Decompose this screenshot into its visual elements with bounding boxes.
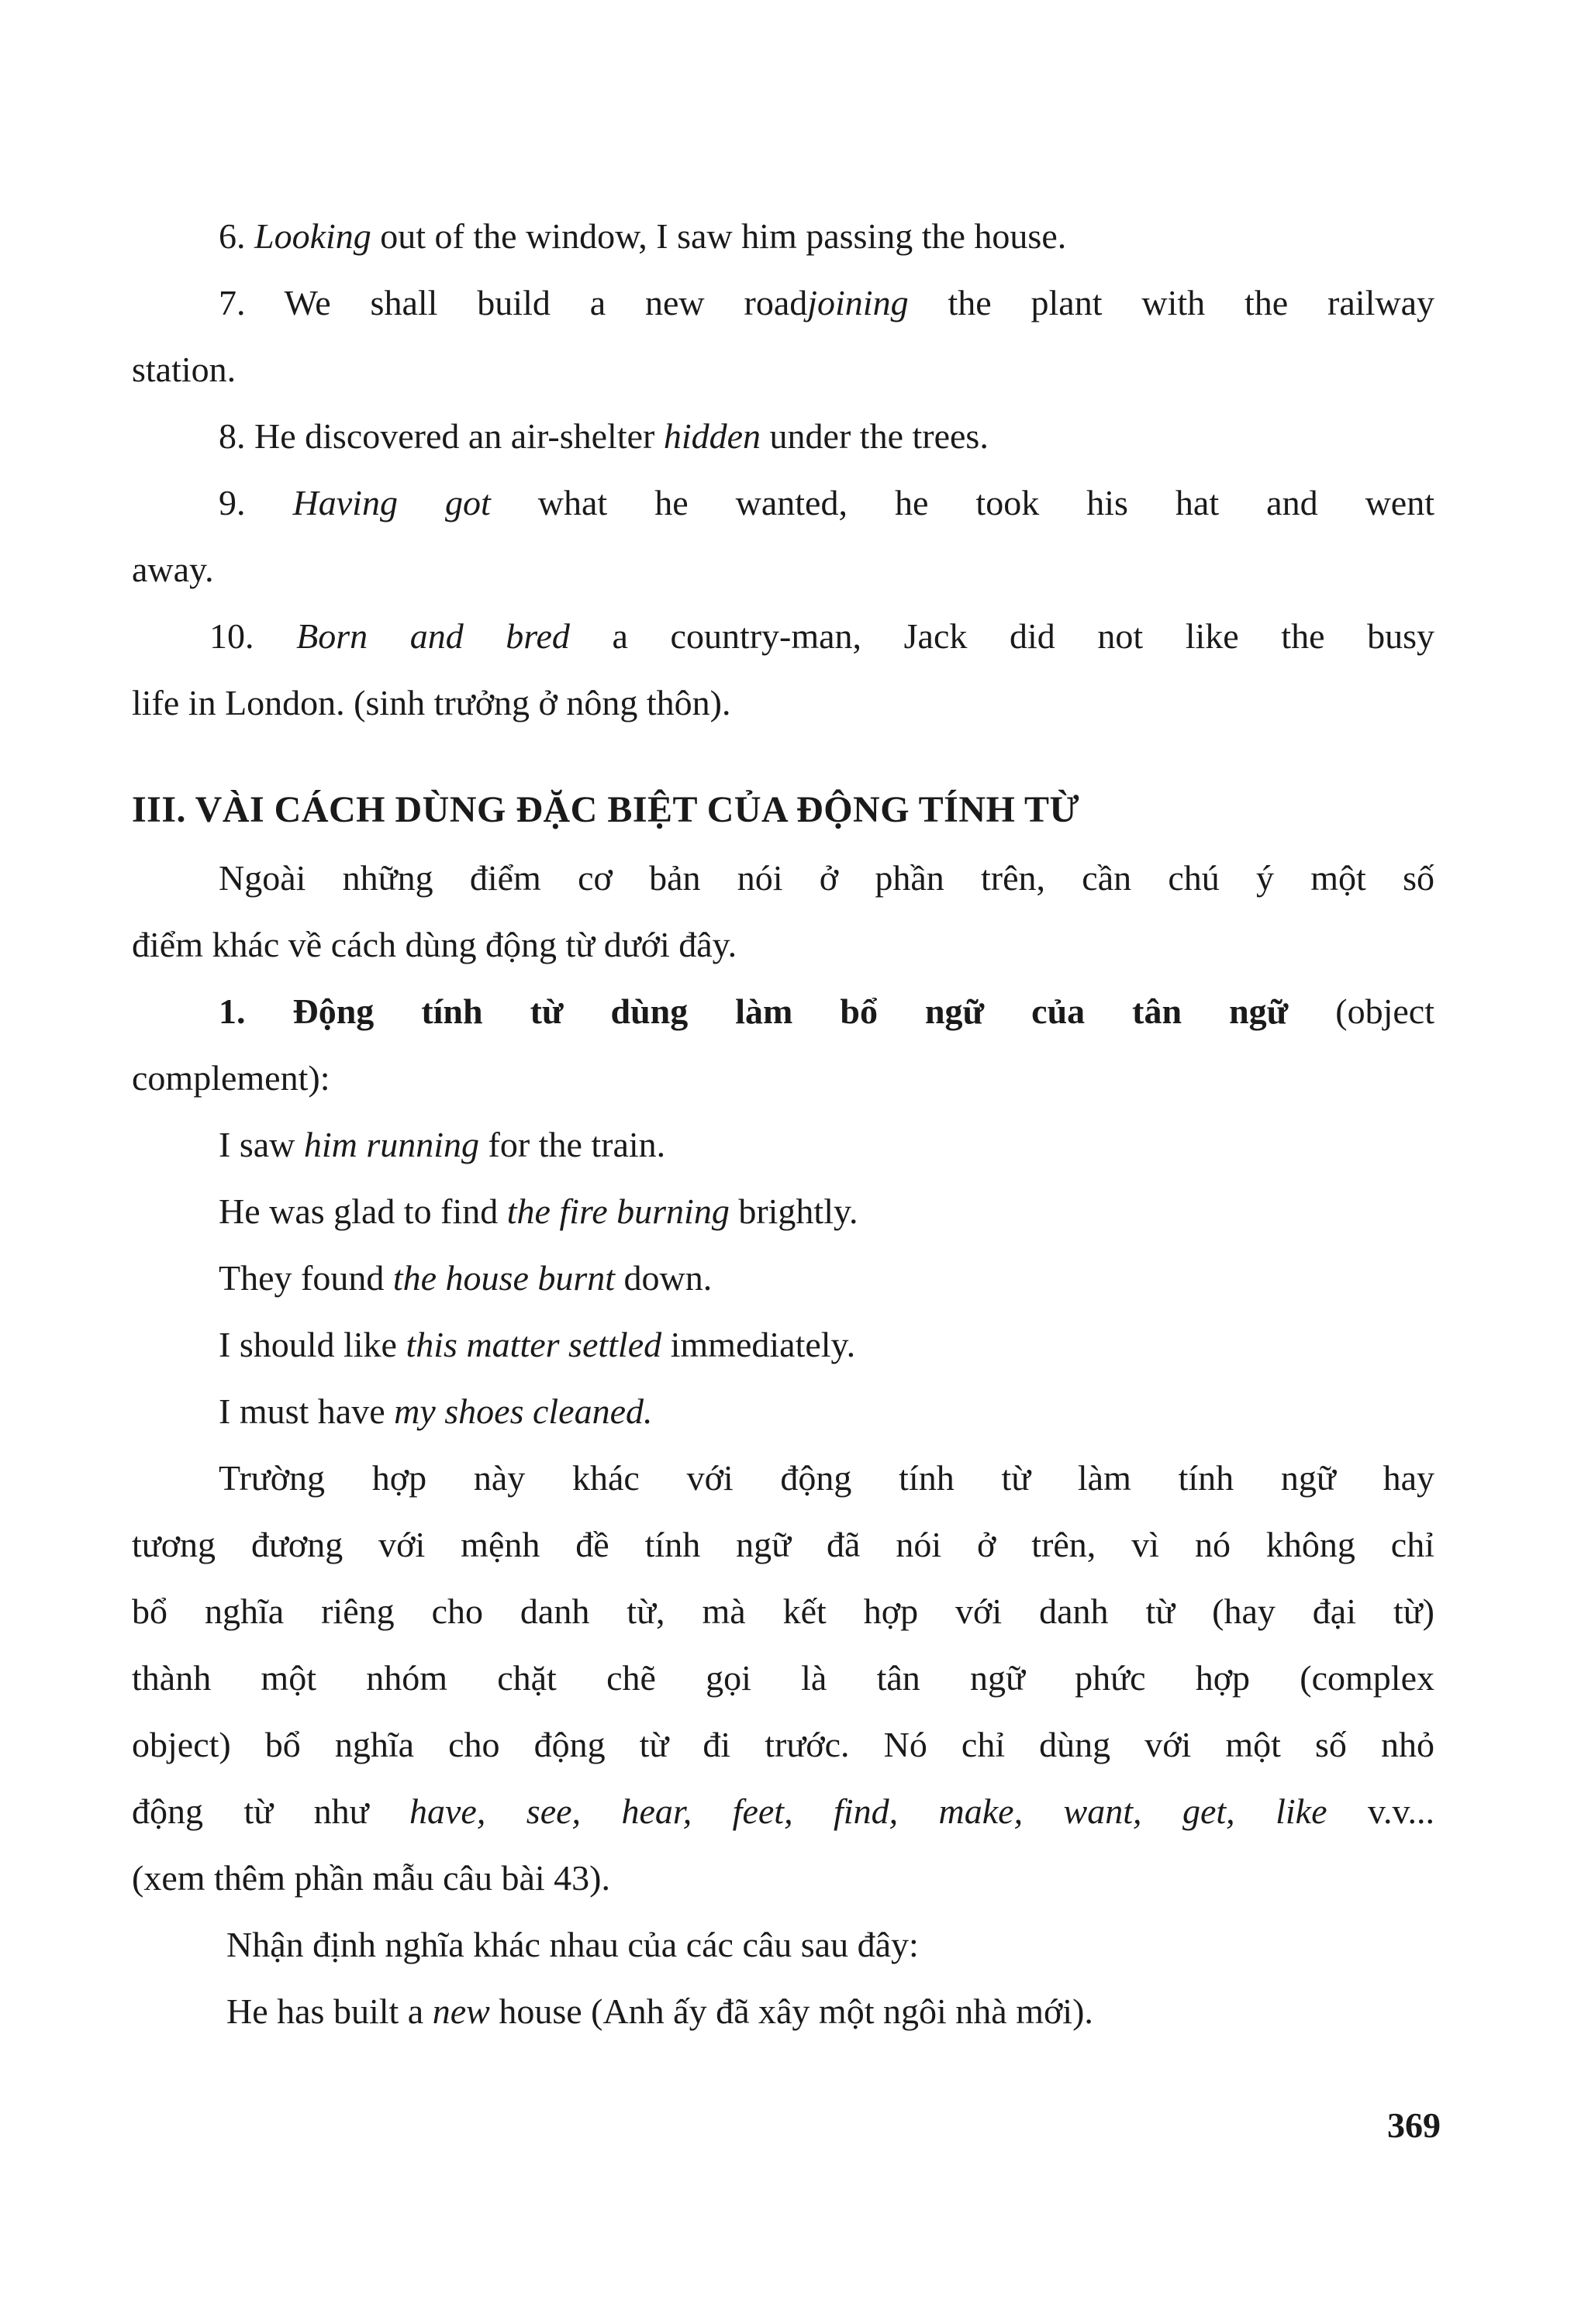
intro-paragraph — [132, 845, 1434, 978]
section-heading: III. VÀI CÁCH DÙNG ĐẶC BIỆT CỦA ĐỘNG TÍNH TỪ — [132, 789, 1080, 830]
explanation-line — [132, 1778, 1434, 1845]
italic-phrase: him running — [303, 1125, 480, 1164]
italic-word: new — [432, 1991, 490, 2031]
italic-phrase: Having got — [292, 483, 491, 522]
italic-verb-list: have, see, hear, feet, find, make, want, get, like — [409, 1791, 1327, 1831]
example-sentences — [132, 1112, 1434, 1445]
explanation-text: động từ như — [132, 1791, 410, 1831]
sentence-text: I saw — [219, 1125, 304, 1164]
item-continuation: away. — [132, 550, 214, 589]
italic-phrase: the house burnt — [392, 1258, 616, 1298]
example-sentence — [132, 1312, 1434, 1378]
intro-line: điểm khác về cách dùng động từ dưới đây. — [132, 925, 737, 964]
item-text: what he wanted, he took his hat and went — [490, 483, 1435, 522]
example-sentence — [132, 1112, 1434, 1178]
explanation-line: Trường hợp này khác với động tính từ làm tính ngữ hay — [219, 1458, 1434, 1498]
item-text: We shall build a new road — [245, 283, 808, 322]
item-text: the plant with the railway — [908, 283, 1434, 322]
explanation-line: tương đương với mệnh đề tính ngữ đã nói ở trên, vì nó không chỉ — [132, 1525, 1434, 1564]
italic-phrase: Looking — [254, 216, 371, 256]
sentence-text: immediately. — [661, 1325, 856, 1364]
sentence-text: He has built a — [226, 1991, 433, 2031]
example-item-10 — [132, 603, 1434, 736]
sentence-text: I must have — [219, 1391, 395, 1431]
explanation-text: v.v... — [1327, 1791, 1434, 1831]
explanation-line: (xem thêm phần mẫu câu bài 43). — [132, 1858, 610, 1898]
explanation-paragraph — [132, 1445, 1434, 1912]
item-text: out of the window, I saw him passing the house. — [371, 216, 1067, 256]
item-text: a country-man, Jack did not like the busy — [569, 616, 1435, 656]
sentence-text: He was glad to find — [219, 1191, 507, 1231]
explanation-line: bổ nghĩa riêng cho danh từ, mà kết hợp với danh từ (hay đại từ) — [132, 1591, 1434, 1631]
example-item-9 — [132, 470, 1434, 603]
item-number: 10. — [209, 616, 254, 656]
item-text: He discovered an air-shelter — [245, 416, 664, 456]
compare-intro: Nhận định nghĩa khác nhau của các câu sau đây: — [226, 1925, 919, 1964]
example-item-8 — [132, 403, 1434, 470]
sentence-text: They found — [219, 1258, 393, 1298]
sentence-text: I should like — [219, 1325, 406, 1364]
subsection-title: 1. Động tính từ dùng làm bổ ngữ của tân ngữ — [219, 991, 1289, 1031]
item-continuation: station. — [132, 350, 236, 389]
italic-phrase: my shoes cleaned. — [394, 1391, 653, 1431]
example-sentence — [132, 1245, 1434, 1312]
subsection-title-cont: complement): — [132, 1058, 330, 1098]
item-text: under the trees. — [761, 416, 989, 456]
sentence-text: brightly. — [729, 1191, 858, 1231]
item-number: 9. — [219, 483, 246, 522]
item-number: 6. — [219, 216, 246, 256]
italic-phrase: this matter settled — [406, 1325, 662, 1364]
subsection-title-rest: (object — [1288, 991, 1435, 1031]
item-number: 7. — [219, 283, 246, 322]
example-item-6 — [132, 203, 1434, 270]
italic-phrase: hidden — [663, 416, 761, 456]
compare-sentence — [132, 1978, 1434, 2045]
italic-phrase: Born and bred — [296, 616, 570, 656]
compare-paragraph — [132, 1912, 1434, 2045]
sentence-text: house (Anh ấy đã xây một ngôi nhà mới). — [489, 1991, 1093, 2031]
sentence-text: down. — [615, 1258, 713, 1298]
item-number: 8. — [219, 416, 246, 456]
explanation-line: object) bổ nghĩa cho động từ đi trước. Nó chỉ dùng với một số nhỏ — [132, 1725, 1434, 1764]
italic-phrase: the fire burning — [506, 1191, 730, 1231]
item-continuation: life in London. (sinh trưởng ở nông thôn). — [132, 683, 731, 722]
intro-line: Ngoài những điểm cơ bản nói ở phần trên, cần chú ý một số — [219, 858, 1434, 898]
example-sentence — [132, 1378, 1434, 1445]
page-number: 369 — [1387, 2105, 1441, 2145]
italic-phrase: joining — [807, 283, 909, 322]
example-sentence — [132, 1178, 1434, 1245]
subsection-1 — [132, 978, 1434, 1112]
example-item-7 — [132, 270, 1434, 403]
explanation-line: thành một nhóm chặt chẽ gọi là tân ngữ phức hợp (complex — [132, 1658, 1434, 1698]
sentence-text: for the train. — [479, 1125, 666, 1164]
